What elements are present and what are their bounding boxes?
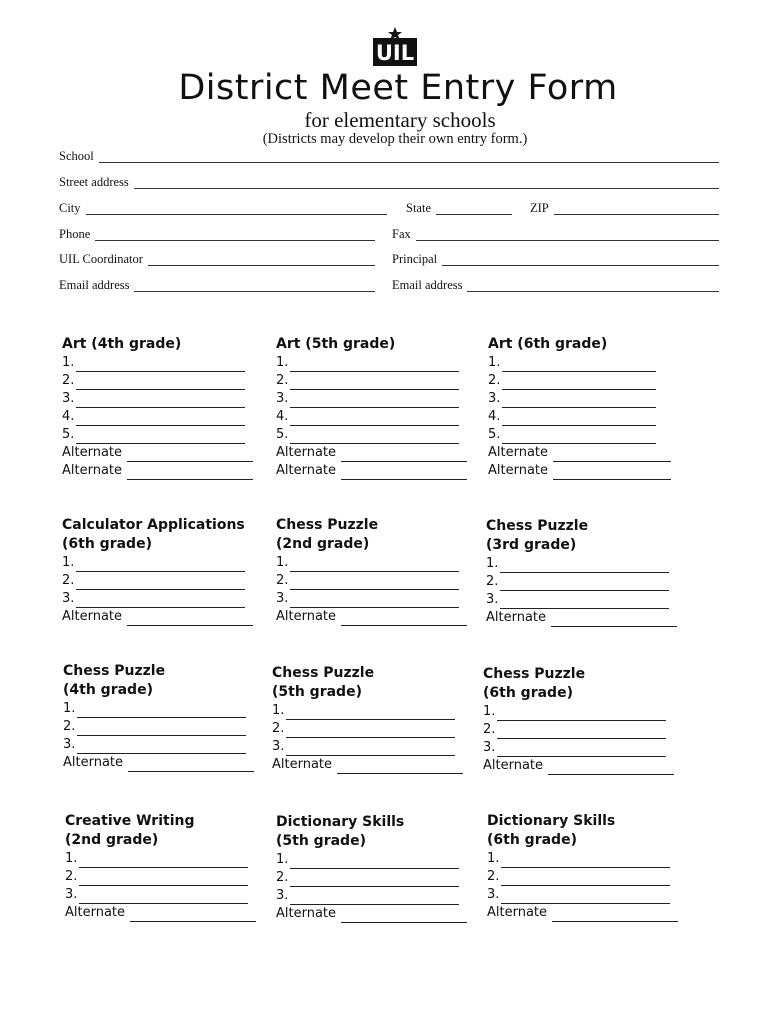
- entry-blank[interactable]: [501, 890, 670, 904]
- entry-number: 2.: [63, 719, 76, 734]
- entry-blank[interactable]: [502, 412, 656, 426]
- entry-blank[interactable]: [500, 577, 669, 591]
- event-grade: (6th grade): [483, 685, 573, 701]
- alternate-line[interactable]: [62, 444, 253, 462]
- entry-blank[interactable]: [290, 576, 459, 590]
- city-field[interactable]: City: [59, 202, 387, 215]
- entry-line[interactable]: [62, 354, 253, 372]
- alternate-line[interactable]: [62, 462, 253, 480]
- event-title: Art (6th grade): [488, 336, 608, 352]
- entry-number: 3.: [486, 592, 499, 607]
- entry-number: 5.: [276, 427, 289, 442]
- entry-line[interactable]: [488, 408, 671, 426]
- street-address-field[interactable]: Street address: [59, 176, 719, 189]
- entry-blank[interactable]: [290, 855, 459, 869]
- entry-number: 1.: [62, 555, 75, 570]
- event-chess-6th: [483, 665, 674, 775]
- entry-line[interactable]: [62, 426, 253, 444]
- entry-number: 1.: [276, 555, 289, 570]
- entry-number: 1.: [488, 355, 501, 370]
- principal-field[interactable]: Principal: [392, 253, 719, 266]
- alternate-blank[interactable]: [341, 466, 467, 480]
- alternate-label: Alternate: [276, 463, 337, 478]
- event-chess-5th: [272, 664, 463, 774]
- entry-number: 1.: [62, 355, 75, 370]
- entry-blank[interactable]: [76, 376, 245, 390]
- entry-number: 4.: [488, 409, 501, 424]
- entry-line[interactable]: [486, 591, 677, 609]
- entry-line[interactable]: [65, 886, 256, 904]
- alternate-label: Alternate: [65, 905, 126, 920]
- entry-blank[interactable]: [502, 376, 656, 390]
- svg-text:UIL: UIL: [375, 41, 415, 65]
- alternate-blank[interactable]: [551, 613, 677, 627]
- entry-line[interactable]: [65, 868, 256, 886]
- entry-blank[interactable]: [500, 595, 669, 609]
- alternate-label: Alternate: [486, 610, 547, 625]
- entry-line[interactable]: [487, 886, 678, 904]
- entry-blank[interactable]: [76, 412, 245, 426]
- entry-blank[interactable]: [79, 890, 248, 904]
- entry-number: 2.: [62, 373, 75, 388]
- entry-number: 5.: [62, 427, 75, 442]
- alternate-label: Alternate: [63, 755, 124, 770]
- alternate-blank[interactable]: [553, 448, 671, 462]
- entry-blank[interactable]: [501, 854, 670, 868]
- entry-number: 3.: [276, 591, 289, 606]
- entry-line[interactable]: [276, 572, 467, 590]
- entry-line[interactable]: [487, 850, 678, 868]
- event-chess-3rd: [486, 517, 677, 627]
- entry-line[interactable]: [62, 372, 253, 390]
- alternate-line[interactable]: [65, 904, 256, 922]
- entry-number: 2.: [487, 869, 500, 884]
- entry-blank[interactable]: [290, 430, 459, 444]
- uil-coordinator-field[interactable]: UIL Coordinator: [59, 253, 375, 266]
- entry-line[interactable]: [62, 390, 253, 408]
- state-field[interactable]: State: [406, 202, 512, 215]
- alternate-blank[interactable]: [553, 466, 671, 480]
- alternate-blank[interactable]: [130, 908, 256, 922]
- event-chess-2nd: [276, 516, 467, 626]
- event-art-4th: [62, 335, 253, 480]
- entry-line[interactable]: [63, 736, 254, 754]
- entry-line[interactable]: [62, 572, 253, 590]
- entry-blank[interactable]: [76, 576, 245, 590]
- entry-number: 3.: [276, 888, 289, 903]
- entry-number: 1.: [272, 703, 285, 718]
- alternate-line[interactable]: [272, 756, 463, 774]
- event-title: Chess Puzzle: [486, 518, 589, 534]
- entry-number: 1.: [63, 701, 76, 716]
- alternate-label: Alternate: [488, 445, 549, 460]
- event-grade: (2nd grade): [276, 536, 370, 552]
- entry-blank[interactable]: [76, 430, 245, 444]
- entry-number: 3.: [272, 739, 285, 754]
- alternate-blank[interactable]: [548, 761, 674, 775]
- entry-line[interactable]: [483, 721, 674, 739]
- entry-number: 3.: [488, 391, 501, 406]
- entry-line[interactable]: [483, 703, 674, 721]
- entry-number: 3.: [276, 391, 289, 406]
- entry-line[interactable]: [276, 851, 467, 869]
- principal-email-field[interactable]: Email address: [392, 279, 719, 292]
- entry-line[interactable]: [276, 408, 467, 426]
- event-title: Art (5th grade): [276, 336, 396, 352]
- alternate-line[interactable]: [486, 609, 677, 627]
- alternate-label: Alternate: [62, 609, 123, 624]
- alternate-label: Alternate: [62, 463, 123, 478]
- entry-number: 3.: [483, 740, 496, 755]
- entry-blank[interactable]: [502, 430, 656, 444]
- event-grade: (6th grade): [487, 832, 577, 848]
- alternate-line[interactable]: [276, 905, 467, 923]
- alternate-label: Alternate: [487, 905, 548, 920]
- entry-number: 2.: [276, 373, 289, 388]
- entry-number: 2.: [483, 722, 496, 737]
- entry-blank[interactable]: [79, 872, 248, 886]
- event-title: Chess Puzzle: [63, 663, 166, 679]
- entry-number: 3.: [487, 887, 500, 902]
- page-title: District Meet Entry Form: [178, 68, 618, 108]
- entry-number: 1.: [65, 851, 78, 866]
- entry-blank[interactable]: [77, 722, 246, 736]
- entry-line[interactable]: [62, 590, 253, 608]
- entry-blank[interactable]: [290, 358, 459, 372]
- entry-number: 1.: [487, 851, 500, 866]
- page-note: (Districts may develop their own entry form.): [262, 131, 528, 147]
- entry-blank[interactable]: [76, 558, 245, 572]
- event-grade: (5th grade): [272, 684, 362, 700]
- event-title: Chess Puzzle: [483, 666, 586, 682]
- entry-blank[interactable]: [290, 891, 459, 905]
- entry-line[interactable]: [276, 372, 467, 390]
- event-art-6th: [488, 335, 671, 480]
- entry-blank[interactable]: [286, 724, 455, 738]
- alternate-blank[interactable]: [552, 908, 678, 922]
- alternate-blank[interactable]: [337, 760, 463, 774]
- alternate-line[interactable]: [62, 608, 253, 626]
- entry-number: 1.: [483, 704, 496, 719]
- entry-number: 2.: [276, 573, 289, 588]
- alternate-blank[interactable]: [127, 612, 253, 626]
- event-title: Dictionary Skills: [487, 813, 616, 829]
- alternate-label: Alternate: [276, 445, 337, 460]
- event-title: Creative Writing: [65, 813, 195, 829]
- entry-blank[interactable]: [502, 394, 656, 408]
- entry-blank[interactable]: [290, 558, 459, 572]
- fax-field[interactable]: Fax: [392, 228, 719, 241]
- coordinator-email-field[interactable]: Email address: [59, 279, 375, 292]
- event-grade: (5th grade): [276, 833, 366, 849]
- event-grade: (4th grade): [63, 682, 153, 698]
- zip-field[interactable]: ZIP: [530, 202, 719, 215]
- event-title: Chess Puzzle: [276, 517, 379, 533]
- entry-number: 2.: [65, 869, 78, 884]
- event-title: Chess Puzzle: [272, 665, 375, 681]
- entry-line[interactable]: [488, 426, 671, 444]
- event-chess-4th: [63, 662, 254, 772]
- alternate-blank[interactable]: [341, 909, 467, 923]
- entry-number: 3.: [65, 887, 78, 902]
- entry-blank[interactable]: [286, 706, 455, 720]
- alternate-blank[interactable]: [128, 758, 254, 772]
- entry-blank[interactable]: [76, 358, 245, 372]
- event-calculator-6th: [62, 516, 253, 626]
- entry-blank[interactable]: [76, 394, 245, 408]
- entry-number: 3.: [62, 391, 75, 406]
- entry-blank[interactable]: [502, 358, 656, 372]
- alternate-blank[interactable]: [127, 466, 253, 480]
- entry-line[interactable]: [486, 573, 677, 591]
- alternate-line[interactable]: [63, 754, 254, 772]
- entry-line[interactable]: [65, 850, 256, 868]
- alternate-blank[interactable]: [341, 612, 467, 626]
- entry-line[interactable]: [276, 590, 467, 608]
- alternate-line[interactable]: [483, 757, 674, 775]
- entry-line[interactable]: [276, 390, 467, 408]
- entry-number: 2.: [276, 870, 289, 885]
- event-title: Art (4th grade): [62, 336, 182, 352]
- entry-blank[interactable]: [290, 873, 459, 887]
- entry-line[interactable]: [272, 738, 463, 756]
- entry-line[interactable]: [276, 354, 467, 372]
- event-grade: (6th grade): [62, 536, 152, 552]
- entry-blank[interactable]: [79, 854, 248, 868]
- entry-blank[interactable]: [286, 742, 455, 756]
- entry-line[interactable]: [486, 555, 677, 573]
- entry-line[interactable]: [276, 887, 467, 905]
- entry-line[interactable]: [63, 700, 254, 718]
- alternate-label: Alternate: [483, 758, 544, 773]
- entry-line[interactable]: [488, 354, 671, 372]
- phone-field[interactable]: Phone: [59, 228, 375, 241]
- alternate-label: Alternate: [276, 906, 337, 921]
- event-dictionary-5th: [276, 813, 467, 923]
- event-title: Calculator Applications: [62, 517, 245, 533]
- school-field[interactable]: School: [59, 150, 719, 163]
- event-title: Dictionary Skills: [276, 814, 405, 830]
- entry-line[interactable]: [276, 426, 467, 444]
- event-dictionary-6th: [487, 812, 678, 922]
- entry-number: 2.: [62, 573, 75, 588]
- entry-blank[interactable]: [290, 394, 459, 408]
- uil-logo: [371, 27, 419, 67]
- entry-line[interactable]: [276, 869, 467, 887]
- alternate-label: Alternate: [62, 445, 123, 460]
- entry-blank[interactable]: [497, 743, 666, 757]
- entry-blank[interactable]: [290, 594, 459, 608]
- entry-blank[interactable]: [77, 704, 246, 718]
- entry-line[interactable]: [488, 390, 671, 408]
- entry-line[interactable]: [62, 554, 253, 572]
- entry-number: 4.: [62, 409, 75, 424]
- entry-blank[interactable]: [290, 376, 459, 390]
- entry-blank[interactable]: [501, 872, 670, 886]
- entry-line[interactable]: [272, 702, 463, 720]
- alternate-line[interactable]: [276, 462, 467, 480]
- entry-number: 2.: [486, 574, 499, 589]
- entry-line[interactable]: [488, 372, 671, 390]
- alternate-line[interactable]: [276, 444, 467, 462]
- entry-line[interactable]: [272, 720, 463, 738]
- entry-line[interactable]: [487, 868, 678, 886]
- event-grade: (2nd grade): [65, 832, 159, 848]
- alternate-blank[interactable]: [341, 448, 467, 462]
- entry-number: 3.: [62, 591, 75, 606]
- entry-number: 1.: [276, 852, 289, 867]
- page-subtitle: for elementary schools: [304, 108, 496, 132]
- entry-blank[interactable]: [497, 707, 666, 721]
- event-art-5th: [276, 335, 467, 480]
- entry-blank[interactable]: [290, 412, 459, 426]
- alternate-label: Alternate: [276, 609, 337, 624]
- alternate-line[interactable]: [487, 904, 678, 922]
- entry-line[interactable]: [483, 739, 674, 757]
- entry-line[interactable]: [62, 408, 253, 426]
- entry-blank[interactable]: [500, 559, 669, 573]
- entry-line[interactable]: [63, 718, 254, 736]
- entry-number: 1.: [276, 355, 289, 370]
- entry-blank[interactable]: [77, 740, 246, 754]
- entry-blank[interactable]: [497, 725, 666, 739]
- entry-number: 2.: [272, 721, 285, 736]
- entry-number: 4.: [276, 409, 289, 424]
- alternate-label: Alternate: [488, 463, 549, 478]
- alternate-line[interactable]: [488, 462, 671, 480]
- entry-number: 2.: [488, 373, 501, 388]
- alternate-blank[interactable]: [127, 448, 253, 462]
- alternate-label: Alternate: [272, 757, 333, 772]
- entry-number: 1.: [486, 556, 499, 571]
- entry-number: 5.: [488, 427, 501, 442]
- alternate-line[interactable]: [276, 608, 467, 626]
- entry-number: 3.: [63, 737, 76, 752]
- entry-blank[interactable]: [76, 594, 245, 608]
- entry-line[interactable]: [276, 554, 467, 572]
- event-grade: (3rd grade): [486, 537, 577, 553]
- alternate-line[interactable]: [488, 444, 671, 462]
- event-creative-writing-2nd: [65, 812, 256, 922]
